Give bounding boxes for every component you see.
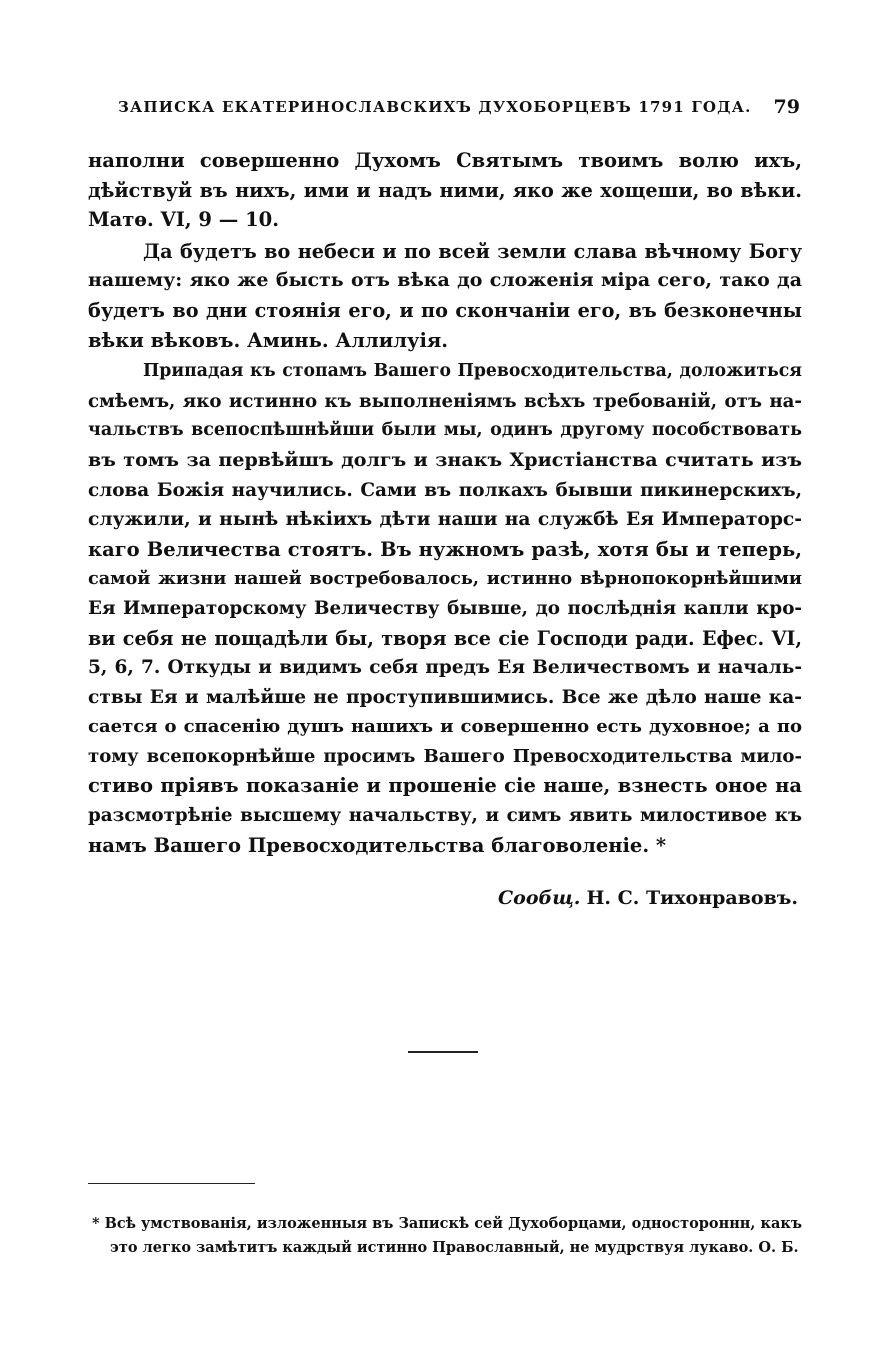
text-line: въ томъ за первѣйшъ долгъ и знакъ Христіанства считать изъ <box>88 448 802 471</box>
text-line: разсмотрѣніе высшему начальству, и симъ явить милостивое къ <box>88 805 802 827</box>
footnote-line: * Всѣ умствованія, изложенныя въ Запискѣ сей Духоборцами, одностороннн, какъ <box>92 1215 802 1232</box>
text-line: тому всепокорнѣйше просимъ Вашего Превосходительства мило- <box>88 745 802 767</box>
text-line: Матѳ. VI, 9 — 10. <box>88 208 280 232</box>
text-line: 5, 6, 7. Откуды и видимъ себя предъ Ея Величествомъ и началь- <box>88 657 802 679</box>
text-line: дѣйствуй въ нихъ, ими и надъ ними, яко же хощеши, во вѣки. <box>88 178 802 202</box>
signature <box>498 887 798 909</box>
text-line: нашему: яко же бысть отъ вѣка до сложенія міра сего, тако да <box>88 269 802 292</box>
text-line: сается о спасенію душъ нашихъ и совершенно есть духовное; а по <box>88 716 802 738</box>
body-text <box>88 146 802 860</box>
text-line: вѣки вѣковъ. Аминь. Аллилуія. <box>88 328 449 352</box>
section-end-rule <box>408 1051 478 1053</box>
page-number: 79 <box>773 96 800 118</box>
text-line: стиво пріявъ показаніе и прошеніе сіе наше, взнесть оное на <box>88 774 802 798</box>
text-line: Да будетъ во небеси и по всей земли слава вѣчному Богу <box>143 239 802 263</box>
text-line: каго Величества стоятъ. Въ нужномъ разѣ, хотя бы и теперь, <box>88 537 802 561</box>
running-head <box>88 96 800 120</box>
text-line: служили, и нынѣ нѣкіихъ дѣти наши на службѣ Ея Императорс- <box>88 508 802 531</box>
text-line: чальствъ всепоспѣшнѣйши были мы, одинъ другому пособствовать <box>88 420 802 441</box>
running-title: ЗАПИСКА ЕКАТЕРИНОСЛАВСКИХЪ ДУХОБОРЦЕВЪ 1791 ГОДА. <box>118 98 752 116</box>
text-line: ствы Ея и малѣйше не проступившимись. Все же дѣло наше ка- <box>88 686 802 708</box>
text-line: Припадая къ стопамъ Вашего Превосходительства, доложиться <box>143 361 802 382</box>
text-line: Ея Императорскому Величеству бывше, до послѣднія капли кро- <box>88 597 802 619</box>
paragraph-2 <box>88 237 802 355</box>
signature-name: Н. С. Тихонравовъ. <box>586 887 798 909</box>
footnote <box>92 1212 802 1260</box>
signature-prefix: Сообщ. <box>498 887 581 909</box>
footnote-line: это легко замѣтитъ каждый истинно Православный, не мудрствуя лукаво. О. Б. <box>110 1239 799 1256</box>
text-line: самой жизни нашей востребовалось, истинно вѣрнопокорнѣйшими <box>88 568 802 590</box>
text-line: намъ Вашего Превосходительства благоволеніе. * <box>88 833 667 857</box>
text-line: слова Божія научились. Сами въ полкахъ бывши пикинерскихъ, <box>88 479 802 501</box>
footnote-separator <box>88 1183 255 1184</box>
text-line: ви себя не пощадѣли бы, творя все сіе Господи ради. Ефес. VI, <box>88 626 802 650</box>
text-line: наполни совершенно Духомъ Святымъ твоимъ волю ихъ, <box>88 149 802 172</box>
paragraph-3 <box>88 357 802 860</box>
text-line: будетъ во дни стоянія его, и по скончаніи его, въ безконечны <box>88 298 802 322</box>
paragraph-1 <box>88 146 802 235</box>
text-line: смѣемъ, яко истинно къ выполненіямъ всѣхъ требованій, отъ на- <box>88 390 802 412</box>
